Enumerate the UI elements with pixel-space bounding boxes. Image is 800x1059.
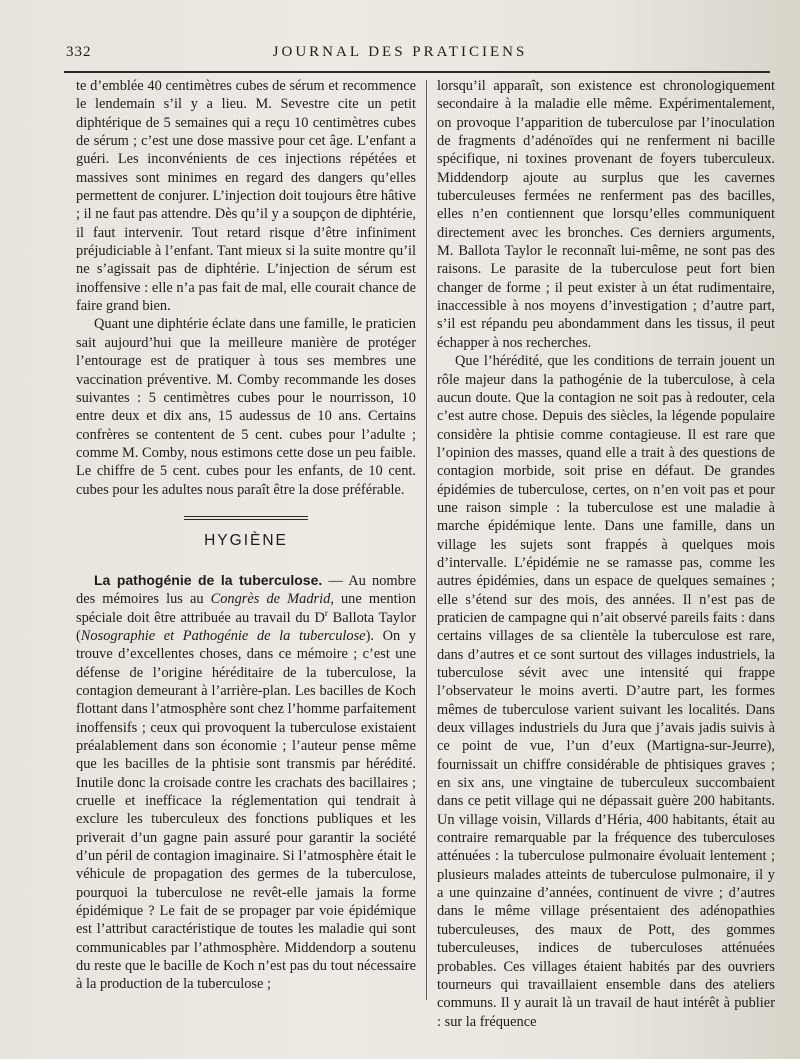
page-number: 332 [66,44,92,60]
running-head: JOURNAL DES PRATICIENS [272,44,528,60]
section-divider [76,503,416,529]
article-title: La pathogénie de la tuberculose. [94,571,323,588]
right-column [437,77,775,1031]
paragraph: Que l’hérédité, que les conditions de terrain jouent un rôle majeur dans la pathogénie de la tuberculose, à cela aucun doute. Que la contagion ne soit pas à redouter, cela c’est autre chose. Depuis des siècles, la légende populaire considère la phtisie comme contagieuse. Il est rare que l’opinion des masses, quand elle a trait à des questions de contagion morbide, soit prise en défaut. De grandes épidémies de tuberculose, certes, on n’en voit pas et pour une raison simple : la tuberculose est une maladie à marche épidémique lente. Dans une famille, dans un village les sujets sont frappés à quelques mois d’intervalle. L’épidémie ne se ramasse pas, comme les autres épidémies, dans un espace de quelques semaines ; elle s’étend sur des mois, des années. Il n’est pas de praticien de campagne qui n’ait observé pareils faits : dans certains villages de sa clientèle la tuberculose est rare, dans d’autres et ce sont surtout des villages industriels, la tuberculose sévit avec une intensité qui frappe l’observateur le moins averti. D’autre part, les formes mêmes de tuberculose varient suivant les localités. Dans deux villages industriels du Jura que j’avais jadis suivis à ce point de vue, l’un d’eux (Martigna-sur-Jeurre), fournissait un chiffre considérable de phtisiques graves ; en six ans, une vingtaine de tuberculeux succombaient dans ce petit village qui ne dépassait guère 200 habitants. Un village voisin, Villards d’Héria, 400 habitants, était au contraire remarquable par la fréquence des tuberculoses atténuées : la tuberculose pulmonaire évoluait lentement ; plusieurs malades atteints de tuberculose pulmonaire, il y a une quinzaine d’années, continuent de vivre ; d’autres dans le même village présentaient des adénopathies tuberculeuses, des maux de Pott, des gommes tuberculeuses, indices de tuberculoses atténuées probables. Ces villages étaient habités par des ouvriers tourneurs qui travaillaient ensemble dans des ateliers communs. Il y aurait là un travail de haut intérêt à publier : sur la fréquence [437,353,775,1030]
text-run: Ballota Taylor ( [76,609,416,644]
double-rule [184,516,308,520]
text-run: ). On y trouve d’excellentes choses, dans ce mémoire ; c’est une défense de l’origine héréditaire de la tuberculose, la contagion demeurant à l’arrière-plan. Les bacilles de Koch flottant dans l’atmosphère sont chez l’homme parfaitement inoffensifs ; ceux qui provoquent la tuberculose existaient préalablement dans son économie ; l’auteur pense même que les bacilles de la phtisie sont transmis par hérédité. Inutile donc la croisade contre les crachats des bacillaires ; cruelle et inefficace la réglementation qui tendrait à exclure les tuberculeux des fonctions publiques et les priverait d’un gagne pain assuré pour garantir la société d’un péril de contagion imaginaire. Si l’atmosphère était le véhicule de propagation des germes de la tuberculose, pourquoi la tuberculose ne revêt-elle jamais la forme épidémique ? Le fait de se propager par voie épidémique est l’attribut caractéristique de toutes les maladie qui sont communicables par l’athmosphère. Middendorp a soutenu du reste que le bacille de Koch n’est pas du tout nécessaire à la production de la tuberculose ; [76,627,416,993]
header-rule [64,71,770,73]
section-title: HYGIÈNE [204,531,288,549]
paragraph: Quant une diphtérie éclate dans une famille, le praticien sait aujourd’hui que la meilleure manière de protéger l’entourage est de pratiquer à tous ses membres une vaccination préventive. M. Comby recommande les doses suivantes : 5 centimètres cubes pour le nourrisson, 10 entre deux et dix ans, 15 audessus de 10 ans. Certains confrères se contentent de 5 cent. cubes pour l’adulte ; comme M. Comby, nous estimons cette dose un peu faible. Le chiffre de 5 cent. cubes pour les enfants, de 10 cent. cubes pour les adultes nous paraît être la dose préférable. [76,316,416,498]
paragraph [76,571,416,994]
paragraph: lorsqu’il apparaît, son existence est chronologiquement secondaire à la maladie elle même. Expérimentalement, on provoque l’apparition de tuberculose par l’inoculation de fragments d’adénoïdes qui ne renferment ni bacille spécifique, ni toxines provenant de foyers tuberculeux. Middendorp ajoute au surplus que les cavernes tuberculeuses fermées ne renferment pas des bacilles, elles n’en contiennent que lorsqu’elles communiquent directement avec les bronches. Ces derniers arguments, M. Ballota Taylor le reconnaît lui-même, ne sont pas des raisons. Le parasite de la tuberculose peut fort bien changer de forme ; il peut exister à un état rudimentaire, inaccessible à nos moyens d’investigation ; d’autre part, s’il est répandu peu abondamment dans les tissus, il peut échapper à nos recherches. [437,78,775,351]
column-divider [426,80,427,1000]
paragraph: te d’emblée 40 centimètres cubes de sérum et recommence le lendemain s’il y a lieu. M. Sevestre cite un petit diphtérique de 5 semaines qui a reçu 10 centimètres cubes de sérum ; c’est une dose massive pour cet âge. L’enfant a guéri. Les inconvénients de ces injections répétées et massives sont minimes en regard des dangers qu’elles permettent de conjurer. L’injection doit toujours être hâtive ; il ne faut pas attendre. Dès qu’il y a soupçon de diphtérie, il faut intervenir. Tout retard risque d’être infiniment préjudiciable à l’enfant. Tant mieux si la suite montre qu’il ne s’agissait pas de diphtérie. L’injection de sérum est inoffensive : elle n’a pas fait de mal, elle courait chance de faire grand bien. [76,78,416,315]
italic-run: Nosographie et Pathogénie de la tuberculose [80,627,366,644]
italic-run: Congrès de Madrid [210,591,331,608]
left-column [76,77,416,994]
text-run: , une mention spéciale doit être attribuée au travail du D [76,591,417,626]
text-run: — Au nombre des mémoires lus au [76,572,417,608]
superscript: r [324,607,328,618]
